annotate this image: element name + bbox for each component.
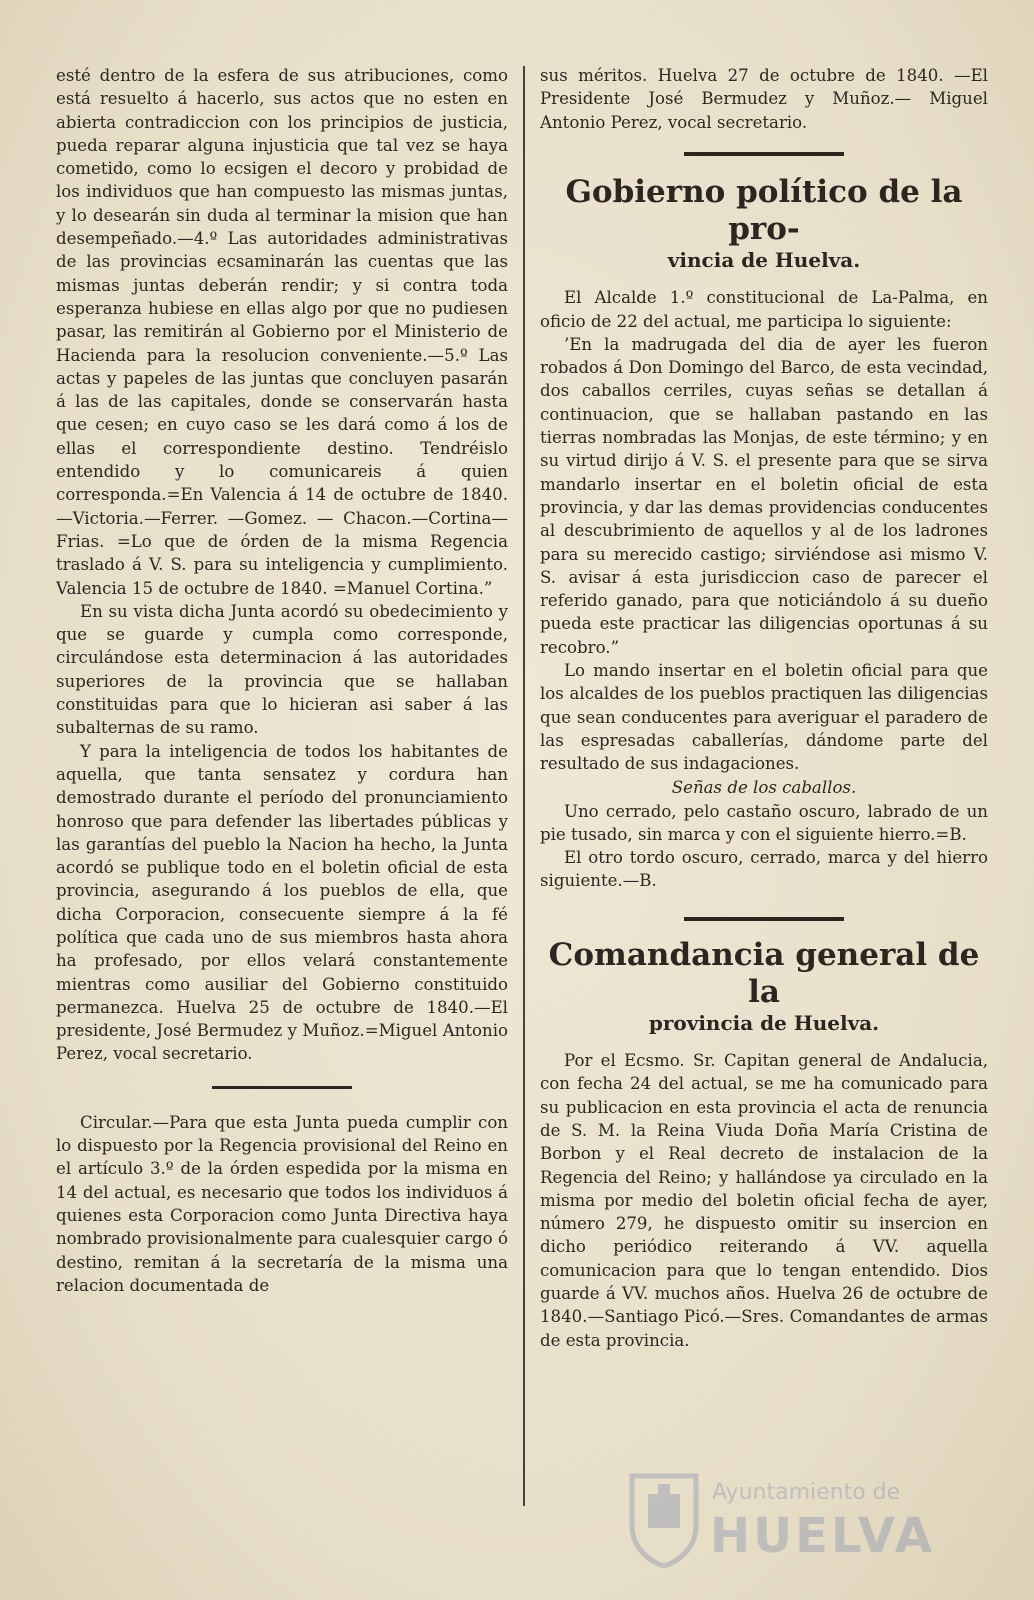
right-paragraph-4: Lo mando insertar en el boletin oficial para que los alcaldes de los pueblos practiquen las diligencias que sean conducentes para averiguar el paradero de las espresadas caballerías, dándome parte del resultado de sus indagaciones. bbox=[540, 661, 988, 774]
right-paragraph-2: El Alcalde 1.º constitucional de La-Palma, en oficio de 22 del actual, me participa lo siguiente: bbox=[540, 288, 988, 331]
right-paragraph-7: Por el Ecsmo. Sr. Capitan general de Andalucia, con fecha 24 del actual, se me ha comunicado para su publicacion en esta provincia el acta de renuncia de S. M. la Reina Viuda Doña María Cristina de Borbon y el Real decreto de instalacion de la Regencia del Reino; y hallándose ya circulado en la misma por medio del boletin oficial fecha de ayer, número 279, he dispuesto omitir su insercion en dicho periódico reiterando á VV. aquella comunicacion para que lo tengan entendido. Dios guarde á VV. muchos años. Huelva 26 de octubre de 1840.—Santiago Picó.—Sres. Comandantes de armas de esta provincia. bbox=[540, 1051, 988, 1350]
column-divider bbox=[523, 66, 525, 1506]
left-paragraph-4: Circular.—Para que esta Junta pueda cumplir con lo dispuesto por la Regencia provisional del Reino en el artículo 3.º de la órden espedida por la misma en 14 del actual, es necesario que todos los individuos á quienes esta Corporacion como Junta Directiva haya nombrado provisionalmente para cualesquier cargo ó destino, remitan á la secretaría de la misma una relacion documentada de bbox=[56, 1112, 508, 1295]
right-paragraph-1: sus méritos. Huelva 27 de octubre de 1840. —El Presidente José Bermudez y Muñoz.— Miguel Antonio Perez, vocal secretario. bbox=[540, 66, 988, 132]
left-paragraph-3: Y para la inteligencia de todos los habitantes de aquella, que tanta sensatez y cordura han demostrado durante el período del pronunciamiento honroso que para defender las libertades públicas y las garantías del pueblo la Nacion ha hecho, la Junta acordó se publique todo en el boletin oficial de esta provincia, asegurando á los pueblos de ella, que dicha Corporacion, consecuente siempre á la fé política que cada uno de sus miembros hasta ahora ha profesado, por ellos velará constantemente mientras como ausiliar del Gobierno constituido permanezca. Huelva 25 de octubre de 1840.—El presidente, José Bermudez y Muñoz.=Miguel Antonio Perez, vocal secretario. bbox=[56, 741, 508, 1064]
section-subheading-comandancia: provincia de Huelva. bbox=[648, 1011, 880, 1036]
shield-icon bbox=[628, 1472, 700, 1568]
section-divider bbox=[684, 917, 844, 921]
right-column bbox=[540, 64, 988, 1352]
section-heading-gobierno: Gobierno político de la pro- bbox=[565, 173, 963, 248]
right-paragraph-3: ’En la madrugada del dia de ayer les fueron robados á Don Domingo del Barco, de esta vecindad, dos caballos cerriles, cuyas señas se detallan á continuacion, que se hallaban pastando en las tierras nombradas las Monjas, de este término; y en su virtud dirijo á V. S. el presente para que se sirva mandarlo insertar en el boletin oficial de esta provincia, y dar las demas providencias conducentes al descubrimiento de aquellos y al de los ladrones para su merecido castigo; sirviéndose asi mismo V. S. avisar á esta jurisdiccion caso de parecer el referido ganado, para que noticiándolo á su dueño pueda este practicar las diligencias oportunas á su recobro.” bbox=[540, 334, 988, 657]
right-paragraph-5: Uno cerrado, pelo castaño oscuro, labrado de un pie tusado, sin marca y con el siguiente hierro.=B. bbox=[540, 801, 988, 844]
watermark-line-2: HUELVA bbox=[710, 1508, 935, 1564]
left-column bbox=[56, 64, 508, 1297]
watermark-line-1: Ayuntamiento de bbox=[712, 1480, 901, 1505]
section-heading-comandancia: Comandancia general de la bbox=[548, 936, 980, 1010]
archive-watermark bbox=[628, 1466, 968, 1574]
left-paragraph-2: En su vista dicha Junta acordó su obedecimiento y que se guarde y cumpla como corresponde, circulándose esta determinacion á las autoridades superiores de la provincia que se hallaban constituidas para que lo hicieran asi saber á las subalternas de su ramo. bbox=[56, 601, 508, 738]
right-paragraph-6: El otro tordo oscuro, cerrado, marca y del hierro siguiente.—B. bbox=[540, 848, 988, 891]
left-paragraph-1: esté dentro de la esfera de sus atribuciones, como está resuelto á hacerlo, sus actos que no esten en abierta contradiccion con los principios de justicia, pueda reparar alguna injusticia que tal vez se haya cometido, como lo ecsigen el decoro y probidad de los individuos que han compuesto las mismas juntas, y lo desearán sin duda al terminar la mision que han desempeñado.—4.º Las autoridades administrativas de las provincias ecsaminarán las cuentas que las mismas juntas deberán rendir; y si contra toda esperanza hubiese en ellas algo por que no pudiesen pasar, las remitirán al Gobierno por el Ministerio de Hacienda para la resolucion conveniente.—5.º Las actas y papeles de las juntas que concluyen pasarán á las de las capitales, donde se conservarán hasta que cesen; en cuyo caso se les dará como á los de ellas el correspondiente destino. Tendréislo entendido y lo comunicareis á quien corresponda.=En Valencia á 14 de octubre de 1840.—Victoria.—Ferrer. —Gomez. — Chacon.—Cortina—Frias. =Lo que de órden de la misma Regencia traslado á V. S. para su inteligencia y cumplimiento. Valencia 15 de octubre de 1840. =Manuel Cortina.” bbox=[56, 66, 508, 598]
section-subheading-gobierno: vincia de Huelva. bbox=[667, 248, 861, 273]
senas-heading: Señas de los caballos. bbox=[671, 777, 857, 797]
section-divider bbox=[212, 1086, 352, 1089]
section-divider bbox=[684, 152, 844, 156]
